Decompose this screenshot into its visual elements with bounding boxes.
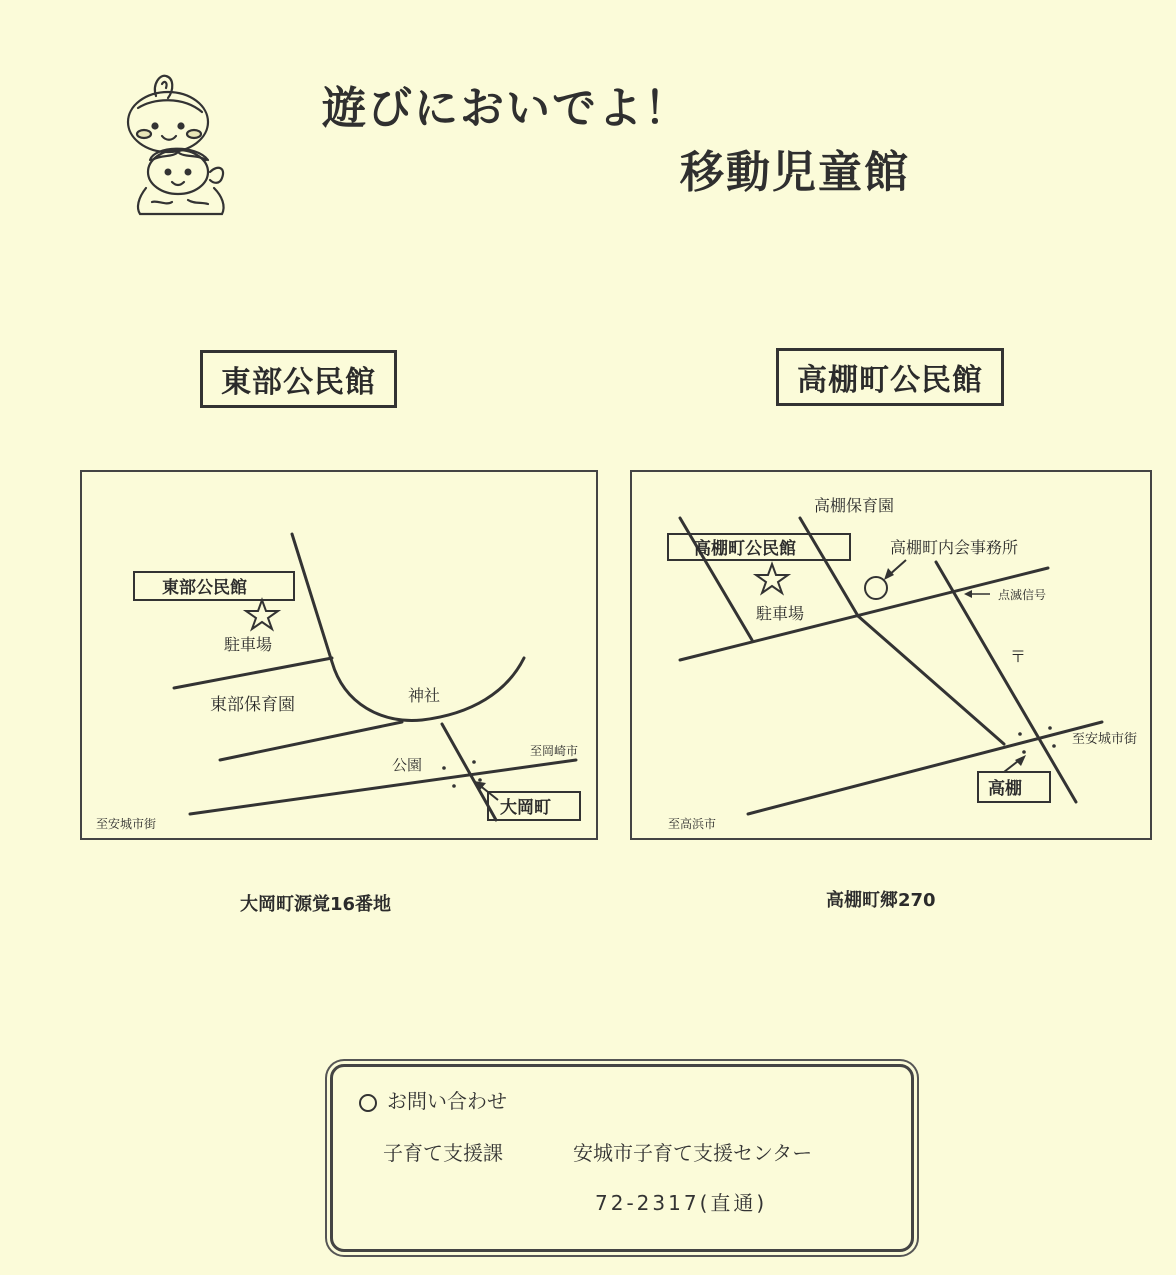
star-icon: [756, 564, 788, 593]
map-nursery-label: 東部保育園: [210, 695, 295, 715]
map-to-anjo-label-2: 至安城市街: [1072, 732, 1138, 747]
address-takatana: 高棚町郷270: [826, 890, 936, 911]
mascot-illustration: [118, 68, 243, 218]
map-takatana: [630, 470, 1152, 840]
map-flashing-signal-label: 点滅信号: [998, 588, 1047, 602]
contact-department: 子育て支援課: [383, 1141, 503, 1165]
contact-heading-row: [359, 1085, 507, 1114]
map-facility-label-2: 高棚町公民館: [694, 539, 796, 559]
location-heading-takatana: 高棚町公民館: [776, 348, 1004, 406]
contact-box: [330, 1064, 914, 1252]
map-facility-label: 東部公民館: [162, 578, 247, 598]
post-office-icon: 〒: [1010, 647, 1027, 666]
contact-heading: お問い合わせ: [387, 1089, 507, 1113]
map-office-label: 高棚町内会事務所: [890, 538, 1019, 557]
circle-bullet-icon: [865, 577, 887, 599]
map-nursery-label-2: 高棚保育園: [814, 496, 895, 515]
map-to-anjo-label: 至安城市街: [96, 817, 157, 831]
page-title-line2: 移動児童館: [680, 147, 910, 198]
map-to-okazaki-label: 至岡崎市: [530, 744, 579, 758]
map-park-label: 公園: [392, 756, 423, 774]
arrow-icon: [474, 781, 498, 800]
arrow-icon: [884, 560, 906, 580]
circle-bullet-icon: [359, 1094, 377, 1112]
address-tobu: 大岡町源覚16番地: [240, 894, 392, 915]
map-parking-label-2: 駐車場: [756, 604, 805, 623]
map-shrine-label: 神社: [408, 686, 441, 705]
map-to-takahama-label: 至高浜市: [668, 817, 717, 831]
map-bus-stop-label-2: 高棚: [988, 779, 1022, 799]
map-parking-label: 駐車場: [224, 635, 273, 654]
map-bus-stop-label: 大岡町: [500, 798, 551, 818]
contact-center: 安城市子育て支援センター: [573, 1141, 813, 1165]
map-tobu: [80, 470, 598, 840]
arrow-icon: [1004, 755, 1026, 772]
contact-phone: 72-2317(直通): [595, 1191, 768, 1215]
location-heading-tobu: 東部公民館: [200, 350, 397, 408]
arrow-icon: [964, 590, 990, 598]
page-title-line1: 遊びにおいでよ！: [322, 83, 690, 134]
star-icon: [246, 600, 278, 629]
